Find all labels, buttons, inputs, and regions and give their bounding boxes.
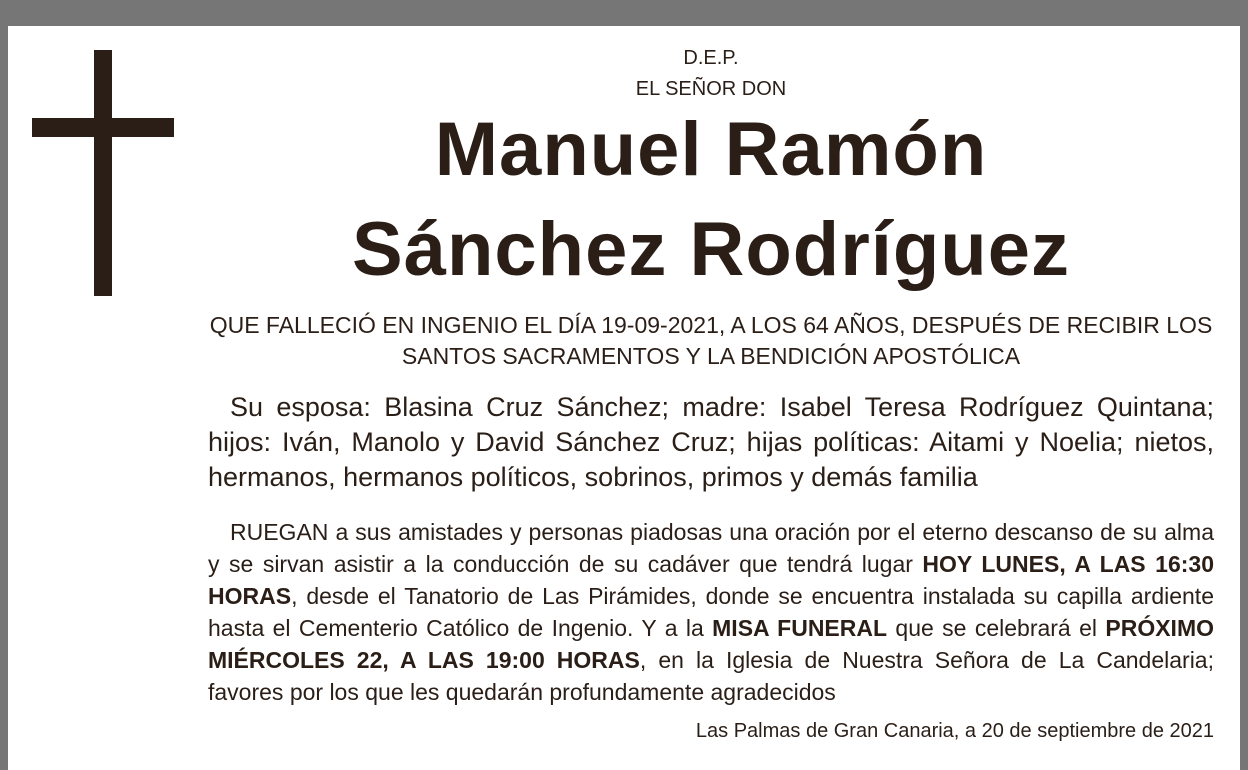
ruegan-text-1: RUEGAN a sus amistades y personas piadosas una oración por el eterno descanso de su alma y se sirvan asistir a la conducción de su cadáver que tendrá lugar: [208, 519, 1214, 577]
ruegan-text-4: , en la Iglesia de Nuestra Señora de La Candelaria; favores por los que les quedarán profundamente agradecidos: [208, 647, 1214, 705]
cross-vertical-bar: [94, 50, 112, 296]
ruegan-text-3: que se celebrará el: [887, 615, 1106, 641]
deceased-name-line2: Sánchez Rodríguez: [352, 207, 1070, 292]
deceased-name-line1: Manuel Ramón: [434, 107, 988, 192]
place-and-date: Las Palmas de Gran Canaria, a 20 de septiembre de 2021: [695, 720, 1214, 742]
obituary-card: [8, 26, 1240, 770]
ruegan-bold-3: PRÓXIMO MIÉRCOLES 22, A LAS 19:00 HORAS: [208, 615, 1214, 673]
ruegan-bold-1: HOY LUNES, A LAS 16:30 HORAS: [208, 551, 1214, 609]
honorific-heading: EL SEÑOR DON: [635, 78, 787, 100]
cross-horizontal-bar: [32, 118, 174, 137]
ruegan-text-2: , desde el Tanatorio de Las Pirámides, donde se encuentra instalada su capilla ardiente hasta el Cementerio Católico de Ingenio. Y a la: [208, 583, 1214, 641]
ruegan-paragraph: [208, 516, 1214, 708]
family-paragraph: Su esposa: Blasina Cruz Sánchez; madre: Isabel Teresa Rodríguez Quintana; hijos: Iván, Manolo y David Sánchez Cruz; hijas políticas: Aitami y Noelia; nietos, hermanos, hermanos políticos, sobrinos, primos y demás familia: [208, 392, 1214, 492]
ruegan-bold-2: MISA FUNERAL: [712, 615, 888, 641]
death-notice: QUE FALLECIÓ EN INGENIO EL DÍA 19-09-2021, A LOS 64 AÑOS, DESPUÉS DE RECIBIR LOS SANTOS SACRAMENTOS Y LA BENDICIÓN APOSTÓLICA: [209, 312, 1213, 369]
dep-heading: D.E.P.: [683, 47, 739, 69]
